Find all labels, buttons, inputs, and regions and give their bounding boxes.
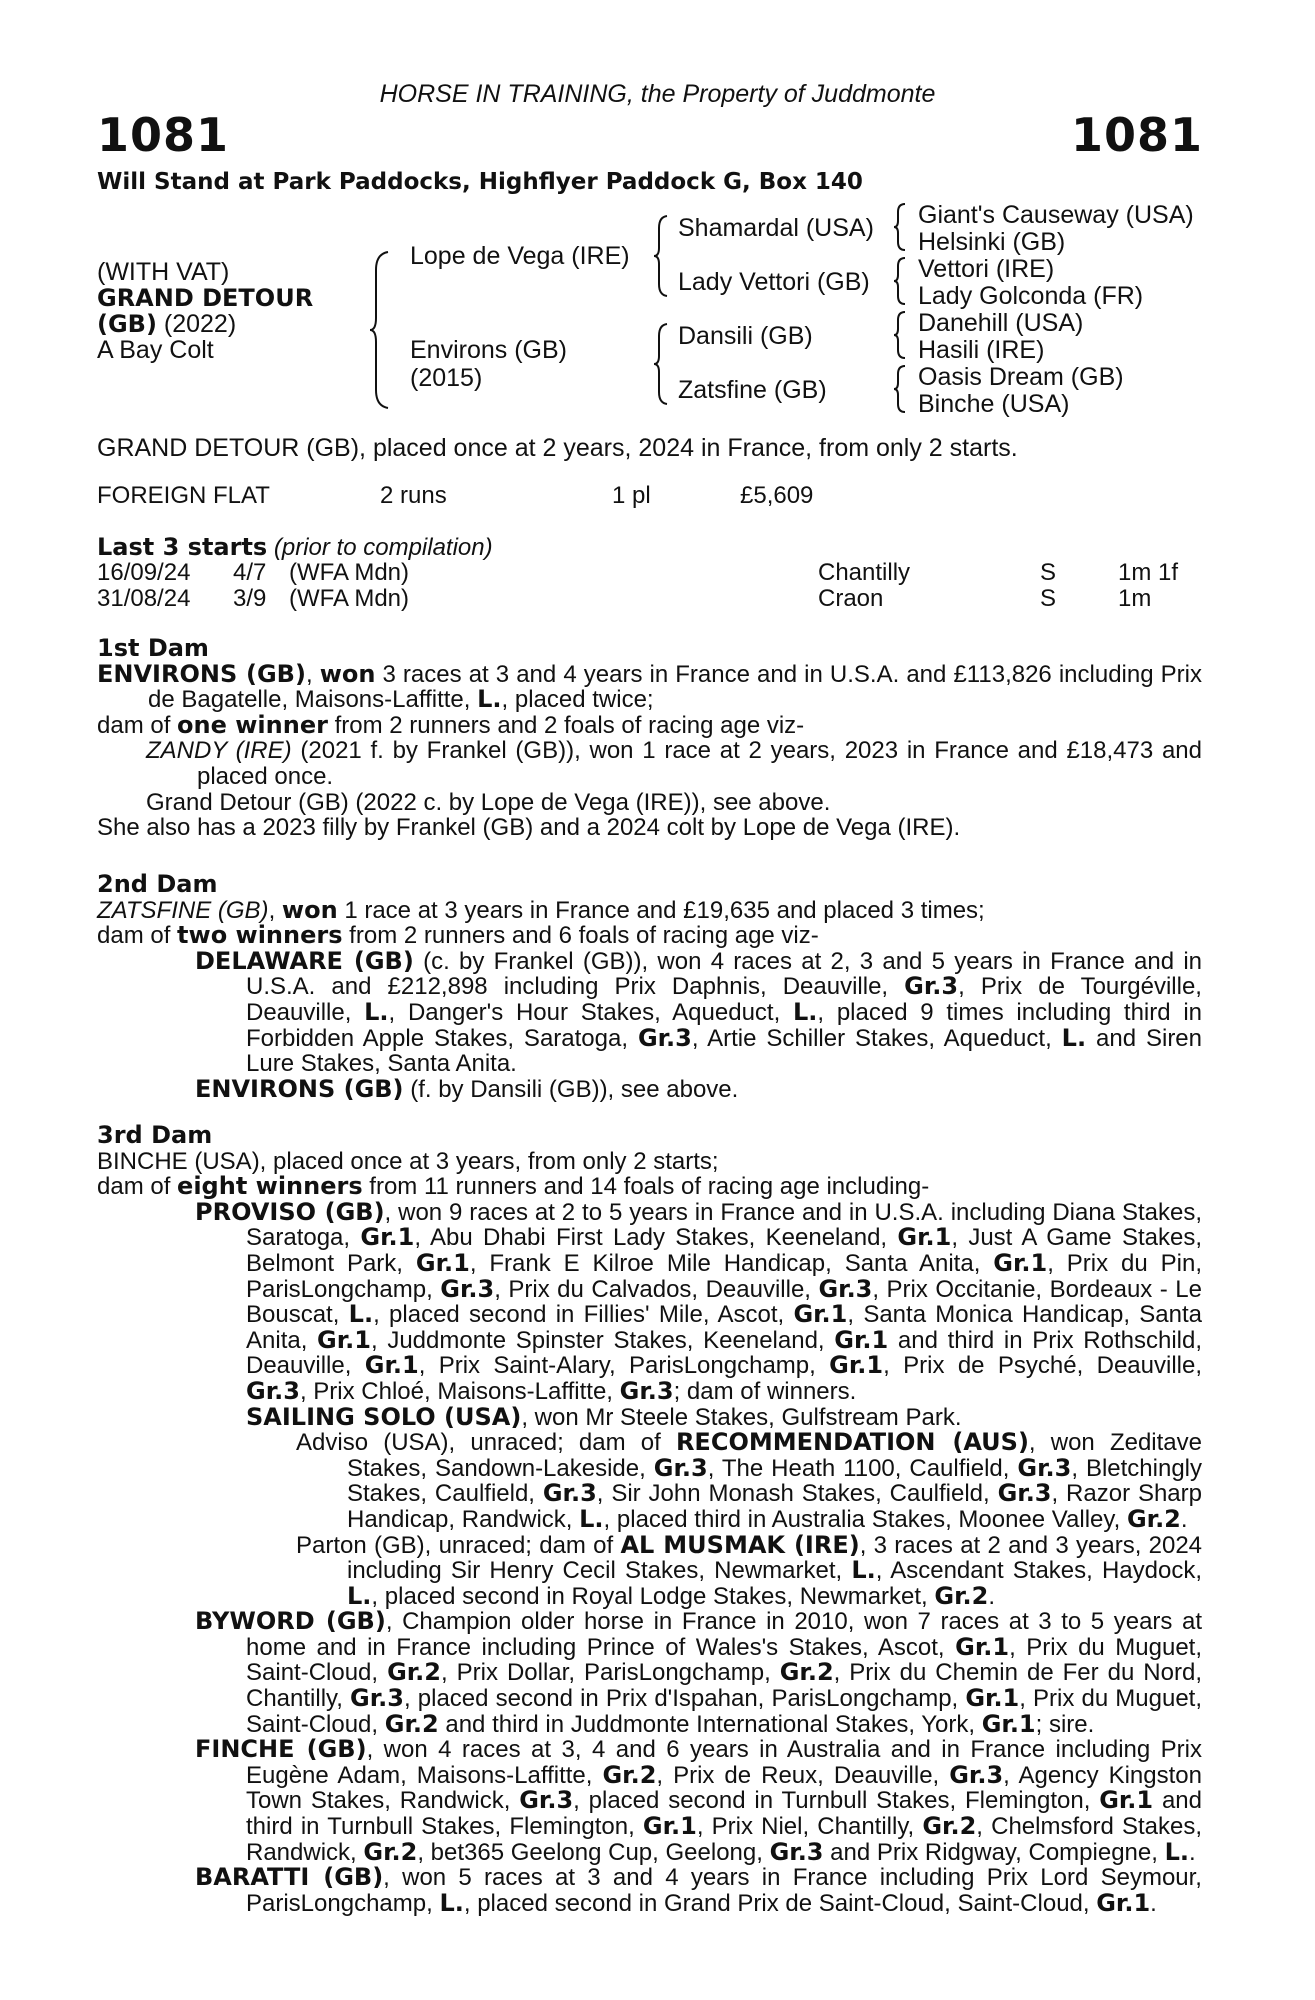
pedigree-brace-dam — [652, 322, 670, 406]
group-grade: Gr.1 — [642, 1812, 697, 1841]
start-surface: S — [1040, 559, 1057, 586]
group-grade: Gr.1 — [829, 1351, 884, 1380]
text-fragment: and third in Juddmonte International Stakes, York, — [438, 1710, 982, 1738]
listed-grade: L. — [439, 1888, 464, 1917]
text-fragment: , Agency Kingston Town Stakes, Randwick, — [246, 1761, 1202, 1815]
produce-entry — [97, 1402, 1202, 1431]
text-fragment: , Prix du Pin, ParisLongchamp, — [246, 1249, 1202, 1303]
produce-name: DELAWARE (GB) — [195, 946, 414, 975]
text-fragment: , Sir John Monash Stakes, Caulfield, — [596, 1480, 998, 1508]
sire: Lope de Vega (IRE) — [410, 242, 630, 270]
sire-dam: Lady Vettori (GB) — [678, 268, 870, 296]
text-fragment: , Prix Dollar, ParisLongchamp, — [441, 1659, 780, 1687]
text-fragment: , Prix du Muguet, Saint-Cloud, — [246, 1685, 1203, 1738]
text-fragment: , Prix Saint-Alary, ParisLongchamp, — [418, 1352, 830, 1380]
group-grade: Gr.3 — [904, 972, 959, 1001]
pedigree-brace-ss — [892, 202, 908, 252]
header-title: HORSE IN TRAINING, the Property of Juddmonte — [379, 80, 936, 108]
produce-name: BYWORD (GB) — [195, 1607, 386, 1636]
start-date: 31/08/24 — [97, 585, 191, 612]
produce-name: ZANDY (IRE) — [146, 737, 292, 765]
group-grade: Gr.3 — [350, 1684, 404, 1713]
text-fragment: ; sire. — [1035, 1710, 1095, 1738]
pedigree-brace-sire — [652, 214, 670, 298]
start-race: (WFA Mdn) — [289, 585, 410, 612]
second-dam-intro: ZATSFINE (GB), won 1 race at 3 years in France and £19,635 and placed 3 times; — [97, 895, 985, 924]
lot-number-left: 1081 — [97, 108, 230, 162]
text-fragment: , Chelmsford Stakes, Randwick, — [246, 1813, 1202, 1866]
group-grade: Gr.2 — [602, 1760, 657, 1789]
last-starts-subtitle: (prior to compilation) — [273, 534, 493, 561]
group-grade: Gr.3 — [1017, 1453, 1072, 1482]
listed-grade: L. — [851, 1556, 876, 1585]
produce-entry — [97, 1530, 1203, 1610]
pedigree-brace-main — [368, 250, 392, 410]
third-dam-produce-summary — [97, 1174, 1202, 1200]
produce-name: AL MUSMAK (IRE) — [620, 1530, 860, 1559]
group-grade: Gr.2 — [384, 1709, 439, 1738]
group-grade: Gr.2 — [387, 1658, 441, 1687]
produce-entry — [97, 1074, 1202, 1103]
group-grade: Gr.3 — [997, 1479, 1052, 1508]
listed-grade: L. — [364, 997, 389, 1026]
text-fragment: . — [1150, 1889, 1157, 1917]
text-fragment: , Prix Chloé, Maisons-Laffitte, — [299, 1377, 620, 1405]
text-fragment: , won Mr Steele Stakes, Gulfstream Park. — [521, 1403, 962, 1431]
pedigree-brace-dd — [892, 364, 908, 414]
text-fragment: from 2 runners and 2 foals of racing age viz- — [327, 711, 805, 739]
group-grade: Gr.1 — [364, 1351, 419, 1380]
group-grade: Gr.1 — [317, 1325, 371, 1354]
horse-name: GRAND DETOUR — [97, 284, 314, 312]
first-dam-intro — [97, 659, 1202, 714]
text-fragment: (2021 f. by Frankel (GB)), won 1 race at 2 years, 2023 in France and £18,473 and placed once. — [197, 737, 1202, 790]
group-grade: Gr.3 — [949, 1760, 1004, 1789]
text-fragment: 3 races at 3 and 4 years in France and in U.S.A. and £113,826 including Prix de Bagatelle, Maisons-Laffitte, — [148, 660, 1202, 714]
text-fragment: , The Heath 1100, Caulfield, — [707, 1454, 1018, 1482]
dam-year: (2015) — [410, 364, 483, 392]
text-fragment: , won Zeditave Stakes, Sandown-Lakeside, — [347, 1429, 1202, 1482]
text-fragment: , Santa Monica Handicap, Santa Anita, — [246, 1301, 1203, 1354]
first-dam-title: 1st Dam — [97, 634, 209, 662]
ped-dss: Danehill (USA) — [918, 309, 1084, 337]
text-fragment: . — [988, 1582, 995, 1610]
start-position: 4/7 — [233, 559, 267, 586]
lot-number-right: 1081 — [1070, 108, 1203, 162]
group-grade: Gr.2 — [1126, 1504, 1181, 1533]
start-race: (WFA Mdn) — [289, 559, 410, 586]
winners-count: eight winners — [177, 1172, 363, 1201]
group-grade: Gr.3 — [440, 1274, 495, 1303]
text-fragment: from 2 runners and 6 foals of racing age viz- — [342, 922, 819, 950]
record-placed: 1 pl — [612, 482, 651, 509]
group-grade: Gr.3 — [519, 1786, 574, 1815]
record-earnings: £5,609 — [740, 482, 814, 509]
text-fragment: , Champion older horse in France in 2010, won 7 races at 3 to 5 years at home and in France including Prince of Wales's Stakes, Ascot, — [246, 1608, 1202, 1661]
summary-line: GRAND DETOUR (GB), placed once at 2 years, 2024 in France, from only 2 starts. — [97, 434, 1018, 462]
text-fragment: , won 5 races at 3 and 4 years in France including Prix Lord Seymour, ParisLongchamp, — [246, 1864, 1202, 1917]
produce-name: SAILING SOLO (USA) — [246, 1402, 522, 1431]
second-dam-produce-summary — [97, 923, 1202, 949]
group-grade: Gr.1 — [834, 1325, 889, 1354]
won-label: won — [281, 895, 338, 924]
group-grade: Gr.1 — [415, 1248, 470, 1277]
group-grade: Gr.3 — [619, 1376, 674, 1405]
ped-sdd: Lady Golconda (FR) — [918, 282, 1144, 310]
produce-entry — [97, 946, 1203, 1078]
group-grade: Gr.3 — [246, 1376, 300, 1405]
listed-grade: L. — [1164, 1837, 1189, 1866]
won-label: won — [319, 659, 376, 688]
text-fragment: , Bletchingly Stakes, Caulfield, — [347, 1454, 1203, 1508]
text-fragment: , Prix Occitanie, Bordeaux - Le Bouscat, — [246, 1275, 1202, 1329]
horse-description: A Bay Colt — [97, 336, 214, 364]
text-fragment: , Frank E Kilroe Mile Handicap, Santa Anita, — [469, 1249, 994, 1277]
produce-entry — [97, 738, 1202, 789]
text-fragment: and third in Prix Rothschild, Deauville, — [246, 1326, 1203, 1380]
record-label: FOREIGN FLAT — [97, 482, 270, 509]
last-starts-heading — [97, 533, 493, 562]
winners-count: two winners — [177, 921, 343, 950]
group-grade: Gr.1 — [965, 1684, 1020, 1713]
text-fragment: , Razor Sharp Handicap, Randwick, — [347, 1480, 1202, 1533]
third-dam-section — [97, 1123, 1202, 1916]
text-fragment: dam of — [97, 922, 178, 950]
ped-dds: Oasis Dream (GB) — [918, 363, 1124, 391]
start-distance: 1m — [1118, 585, 1152, 612]
dam-dam: Zatsfine (GB) — [678, 376, 827, 404]
text-fragment: , won 9 races at 2 to 5 years in France and in U.S.A. including Diana Stakes, Saratoga, — [246, 1198, 1202, 1252]
ped-ssd: Helsinki (GB) — [918, 228, 1066, 256]
start-date: 16/09/24 — [97, 559, 191, 586]
group-grade: Gr.2 — [363, 1837, 418, 1866]
text-fragment: , bet365 Geelong Cup, Geelong, — [417, 1838, 770, 1866]
vat-label: (WITH VAT) — [97, 258, 230, 286]
text-fragment: , placed twice; — [501, 686, 654, 714]
ped-sds: Vettori (IRE) — [918, 255, 1055, 283]
group-grade: Gr.2 — [779, 1658, 834, 1687]
produce-entry — [97, 1737, 1202, 1865]
start-surface: S — [1040, 585, 1057, 612]
text-fragment: , Juddmonte Spinster Stakes, Keeneland, — [370, 1326, 835, 1354]
produce-name: RECOMMENDATION (AUS) — [675, 1428, 1029, 1457]
text-fragment: , Prix de Psyché, Deauville, — [883, 1352, 1202, 1380]
text-fragment: , Prix du Calvados, Deauville, — [494, 1275, 819, 1303]
produce-entry — [97, 1609, 1202, 1737]
listed-grade: L. — [348, 1300, 374, 1329]
text-fragment: , Prix du Muguet, Saint-Cloud, — [246, 1633, 1203, 1687]
start-distance: 1m 1f — [1118, 559, 1179, 586]
text-fragment: , placed second in Turnbull Stakes, Flemington, — [573, 1787, 1100, 1815]
group-grade: Gr.1 — [955, 1632, 1010, 1661]
text-fragment: ; dam of winners. — [673, 1377, 857, 1405]
text-fragment: (c. by Frankel (GB)), won 4 races at 2, 3 and 5 years in France and in U.S.A. and £212,898 including Prix Daphnis, Deauville, — [246, 947, 1203, 1001]
text-fragment: Parton (GB), unraced; dam of — [296, 1531, 621, 1559]
horse-origin: (GB) — [97, 310, 157, 338]
listed-grade: L. — [347, 1581, 372, 1610]
second-dam-title: 2nd Dam — [97, 870, 218, 898]
dam: Environs (GB) — [410, 336, 567, 364]
group-grade: Gr.1 — [981, 1709, 1036, 1738]
pedigree-brace-ds — [892, 310, 908, 360]
group-grade: Gr.3 — [653, 1453, 708, 1482]
text-fragment: dam of — [97, 711, 178, 739]
listed-grade: L. — [793, 997, 818, 1026]
group-grade: Gr.3 — [818, 1274, 873, 1303]
start-position: 3/9 — [233, 585, 267, 612]
text-fragment: , Danger's Hour Stakes, Aqueduct, — [388, 998, 793, 1026]
text-fragment: , — [305, 660, 320, 688]
start-course: Chantilly — [818, 559, 911, 586]
text-fragment: , Just A Game Stakes, Belmont Park, — [246, 1224, 1203, 1277]
horse-origin-line — [97, 310, 236, 339]
text-fragment: 1 race at 3 years in France and £19,635 and placed 3 times; — [337, 896, 985, 924]
produce-name: BARATTI (GB) — [195, 1863, 384, 1892]
horse-name-line — [97, 284, 313, 312]
text-fragment: , Prix de Tourgéville, Deauville, — [246, 973, 1202, 1026]
group-grade: Gr.1 — [793, 1300, 848, 1329]
group-grade: Gr.1 — [897, 1223, 952, 1252]
text-fragment: , won 4 races at 3, 4 and 6 years in Australia and in France including Prix Eugène Adam, Maisons-Laffitte, — [246, 1736, 1202, 1789]
ped-sss: Giant's Causeway (USA) — [918, 201, 1194, 229]
horse-year: (2022) — [163, 310, 237, 338]
produce-name: PROVISO (GB) — [195, 1197, 385, 1226]
produce-name: FINCHE (GB) — [195, 1735, 367, 1764]
produce-name: ENVIRONS (GB) — [195, 1074, 404, 1103]
text-fragment: and third in Turnbull Stakes, Flemington, — [246, 1787, 1202, 1841]
text-fragment: , placed second in Fillies' Mile, Ascot, — [373, 1301, 794, 1329]
text-fragment: , Prix de Reux, Deauville, — [656, 1761, 950, 1789]
produce-entry — [97, 1197, 1203, 1405]
text-fragment: and Prix Ridgway, Compiegne, — [823, 1838, 1165, 1866]
first-dam-produce-summary — [97, 710, 1202, 739]
group-grade: Gr.2 — [922, 1812, 977, 1841]
group-grade: Gr.3 — [769, 1837, 824, 1866]
text-fragment: , Abu Dhabi First Lady Stakes, Keeneland, — [414, 1224, 898, 1252]
text-fragment: , Prix du Chemin de Fer du Nord, Chantilly, — [246, 1659, 1202, 1713]
text-fragment: dam of — [97, 1173, 178, 1201]
text-fragment: , placed second in Grand Prix de Saint-Cloud, Saint-Cloud, — [463, 1889, 1097, 1917]
dam-sire: Dansili (GB) — [678, 322, 813, 350]
produce-entry — [97, 1430, 1202, 1532]
dam-later-produce: She also has a 2023 filly by Frankel (GB) and a 2024 colt by Lope de Vega (IRE). — [97, 814, 961, 842]
record-runs: 2 runs — [380, 482, 447, 509]
text-fragment: , Ascendant Stakes, Haydock, — [875, 1557, 1202, 1585]
produce-entry: Grand Detour (GB) (2022 c. by Lope de Vega (IRE)), see above. — [146, 788, 831, 816]
group-grade: Gr.3 — [637, 1023, 692, 1052]
third-dam-title: 3rd Dam — [97, 1121, 213, 1149]
text-fragment: , placed third in Australia Stakes, Moonee Valley, — [603, 1505, 1127, 1533]
text-fragment: (f. by Dansili (GB)), see above. — [403, 1075, 739, 1103]
listed-grade: L. — [477, 685, 502, 714]
group-grade: Gr.3 — [542, 1479, 597, 1508]
group-grade: Gr.1 — [1099, 1786, 1154, 1815]
stand-location: Will Stand at Park Paddocks, Highflyer Paddock G, Box 140 — [97, 169, 863, 195]
ped-dsd: Hasili (IRE) — [918, 336, 1045, 364]
dam-name: ENVIRONS (GB) — [97, 659, 306, 688]
listed-grade: L. — [1061, 1023, 1087, 1052]
last-starts-title: Last 3 starts — [97, 533, 268, 561]
text-fragment: Adviso (USA), unraced; dam of — [296, 1429, 676, 1457]
dam-name: ZATSFINE (GB) — [97, 896, 269, 924]
sire-sire: Shamardal (USA) — [678, 214, 874, 242]
produce-entry — [97, 1865, 1202, 1916]
group-grade: Gr.1 — [1096, 1888, 1151, 1917]
text-fragment: , placed second in Royal Lodge Stakes, Newmarket, — [371, 1582, 935, 1610]
text-fragment: , 3 races at 2 and 3 years, 2024 including Sir Henry Cecil Stakes, Newmarket, — [347, 1531, 1203, 1585]
text-fragment: , placed second in Prix d'Ispahan, ParisLongchamp, — [403, 1685, 966, 1713]
text-fragment: . — [1180, 1505, 1188, 1533]
group-grade: Gr.2 — [934, 1581, 989, 1610]
text-fragment: , Prix Niel, Chantilly, — [696, 1813, 923, 1841]
text-fragment: and Siren Lure Stakes, Santa Anita. — [246, 1024, 1203, 1078]
pedigree-brace-sd — [892, 256, 908, 306]
text-fragment: . — [1189, 1838, 1196, 1866]
text-fragment: , Artie Schiller Stakes, Aqueduct, — [691, 1024, 1062, 1052]
group-grade: Gr.1 — [993, 1248, 1048, 1277]
third-dam-intro: BINCHE (USA), placed once at 3 years, from only 2 starts; — [97, 1147, 719, 1175]
listed-grade: L. — [579, 1504, 604, 1533]
ped-ddd: Binche (USA) — [918, 390, 1070, 418]
text-fragment: from 11 runners and 14 foals of racing age including- — [362, 1173, 930, 1201]
winners-count: one winner — [177, 710, 328, 739]
second-dam-section — [97, 872, 1202, 1102]
group-grade: Gr.1 — [360, 1223, 415, 1252]
first-dam-section — [97, 636, 1202, 841]
start-course: Craon — [818, 585, 884, 612]
text-fragment: , placed 9 times including third in Forbidden Apple Stakes, Saratoga, — [246, 998, 1203, 1052]
